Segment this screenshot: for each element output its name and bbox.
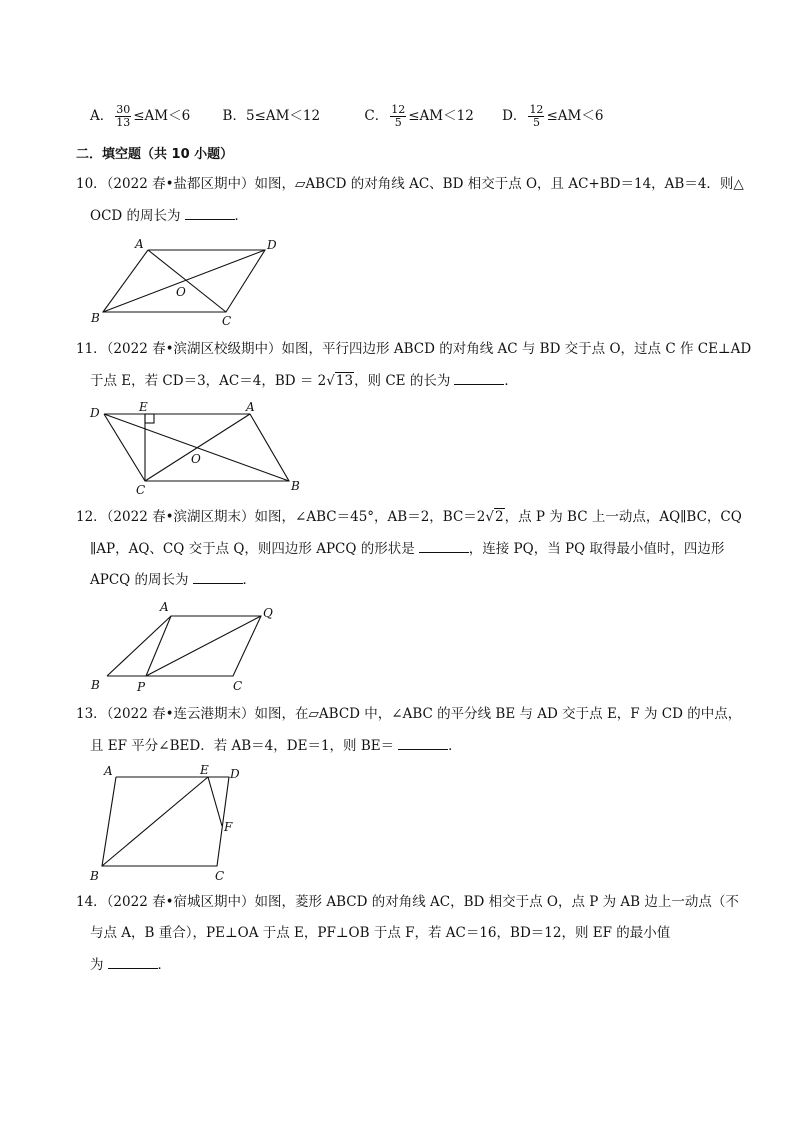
q10-line2: OCD 的周长为 ． (90, 205, 248, 226)
parallelogram-abcd (102, 777, 229, 866)
q10-figure (88, 233, 288, 333)
sqrt-2: √2 (485, 509, 504, 525)
answer-blank (193, 569, 243, 584)
answer-blank (108, 954, 158, 969)
segment-ap (146, 616, 171, 676)
section-title: 二．填空题（共 10 小题） (76, 147, 234, 162)
label-b: B (91, 678, 100, 692)
q13-line2: 且 EF 平分∠BED．若 AB＝4，DE＝1，则 BE＝ ． (90, 735, 462, 756)
q11-line2: 于点 E，若 CD＝3，AC＝4，BD ＝ 2√13，则 CE 的长为 ． (90, 370, 518, 391)
diagonal-bd (104, 414, 289, 481)
option-d-fraction: $\frac{12}{5}$ (529, 103, 544, 129)
triangle-abc (107, 616, 261, 676)
q12-line3: APCQ 的周长为 ． (90, 569, 256, 590)
label-b: B (91, 311, 100, 325)
q10-line1: 10．（2022 春•盐都区期中）如图，▱ABCD 的对角线 AC、BD 相交于点 O，且 AC+BD＝14，AB＝4．则△ (76, 176, 744, 192)
option-c-fraction: $\frac{12}{5}$ (391, 103, 406, 129)
label-d: D (267, 238, 277, 252)
label-p: P (137, 680, 146, 693)
label-o: O (191, 452, 201, 466)
segment-pq (146, 616, 261, 676)
label-o: O (176, 285, 186, 299)
bisector-be (102, 777, 208, 866)
option-a-fraction: $\frac{30}{13}$ (116, 103, 131, 129)
option-b: B．5≤AM＜12 (222, 108, 321, 124)
right-angle-mark (145, 414, 154, 423)
q12-figure (88, 598, 288, 693)
q14-line3: 为 ． (90, 954, 171, 975)
label-b: B (291, 479, 300, 493)
label-c: C (233, 679, 243, 693)
q12-line2: ∥AP，AQ、CQ 交于点 Q，则四边形 APCQ 的形状是 ，连接 PQ，当 PQ 取得最小值时，四边形 (90, 538, 724, 559)
label-a: A (160, 600, 169, 614)
q14-line1: 14．（2022 春•宿城区期中）如图，菱形 ABCD 的对角线 AC，BD 相交于点 O，点 P 为 AB 边上一动点（不 (76, 894, 739, 910)
label-e: E (139, 400, 148, 414)
q11-line1: 11．（2022 春•滨湖区校级期中）如图，平行四边形 ABCD 的对角线 AC 与 BD 交于点 O，过点 C 作 CE⊥AD (76, 341, 752, 357)
label-d: D (230, 767, 240, 781)
label-c: C (222, 314, 232, 328)
label-e: E (200, 763, 209, 777)
label-c: C (215, 869, 225, 883)
label-q: Q (263, 606, 273, 620)
label-c: C (136, 483, 146, 497)
answer-blank (185, 205, 235, 220)
option-d: D． $\frac{12}{5}$ ≤AM＜6 (502, 103, 604, 129)
label-b: B (90, 869, 99, 883)
segment-ef (208, 777, 222, 826)
label-d: D (90, 406, 100, 420)
diagonal-ac (148, 250, 226, 312)
sqrt-13: √13 (326, 373, 354, 389)
q9-options (90, 104, 603, 129)
answer-blank (398, 735, 448, 750)
option-a: A． $\frac{30}{13}$ ≤AM＜6 (90, 103, 191, 129)
label-a: A (246, 400, 255, 414)
q13-line1: 13．（2022 春•连云港期末）如图，在▱ABCD 中，∠ABC 的平分线 BE 与 AD 交于点 E，F 为 CD 的中点， (76, 706, 742, 722)
answer-blank (419, 538, 469, 553)
q14-line2: 与点 A，B 重合），PE⊥OA 于点 E，PF⊥OB 于点 F，若 AC＝16，BD＝12，则 EF 的最小值 (90, 925, 671, 941)
q12-line1: 12．（2022 春•滨湖区期末）如图，∠ABC＝45°，AB＝2，BC＝2√2，点 P 为 BC 上一动点，AQ∥BC，CQ (76, 509, 742, 525)
diagonal-bd (103, 250, 265, 312)
label-a: A (104, 764, 113, 778)
label-f: F (224, 820, 233, 834)
label-a: A (135, 237, 144, 251)
q11-figure (86, 398, 316, 498)
option-c: C． $\frac{12}{5}$ ≤AM＜12 (364, 103, 474, 129)
answer-blank (454, 370, 504, 385)
q13-figure (88, 760, 258, 885)
